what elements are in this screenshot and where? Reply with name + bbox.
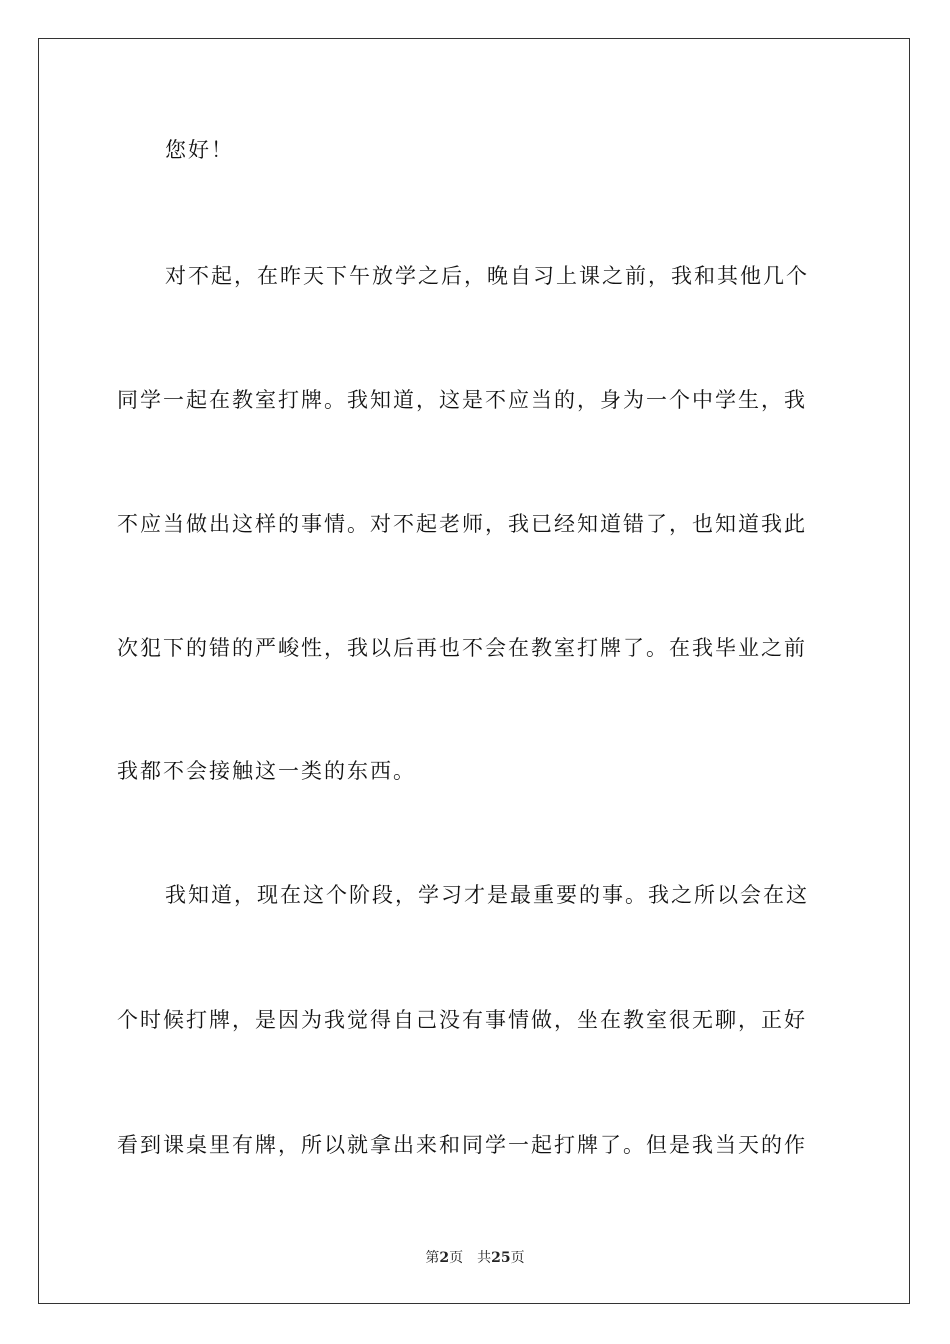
paragraph-line: 次犯下的错的严峻性，我以后再也不会在教室打牌了。在我毕业之前 [117, 636, 807, 660]
paragraph-line: 不应当做出这样的事情。对不起老师，我已经知道错了，也知道我此 [117, 512, 807, 536]
page-suffix: 页 [449, 1250, 464, 1266]
paragraph-line: 看到课桌里有牌，所以就拿出来和同学一起打牌了。但是我当天的作 [117, 1133, 807, 1157]
total-prefix: 共 [477, 1250, 492, 1266]
paragraph-line: 个时候打牌，是因为我觉得自己没有事情做，坐在教室很无聊，正好 [117, 1008, 807, 1032]
total-suffix: 页 [510, 1250, 525, 1266]
page-number: 2 [439, 1250, 450, 1266]
page-prefix: 第 [425, 1250, 440, 1266]
page-footer [0, 1247, 950, 1267]
page-border [38, 38, 910, 1304]
paragraph-line: 我都不会接触这一类的东西。 [117, 759, 416, 783]
greeting-line: 您好！ [165, 138, 234, 162]
total-pages: 25 [491, 1250, 511, 1266]
paragraph-line: 对不起，在昨天下午放学之后，晚自习上课之前，我和其他几个 [165, 264, 809, 288]
paragraph-line: 同学一起在教室打牌。我知道，这是不应当的，身为一个中学生，我 [117, 388, 807, 412]
paragraph-line: 我知道，现在这个阶段，学习才是最重要的事。我之所以会在这 [165, 883, 809, 907]
